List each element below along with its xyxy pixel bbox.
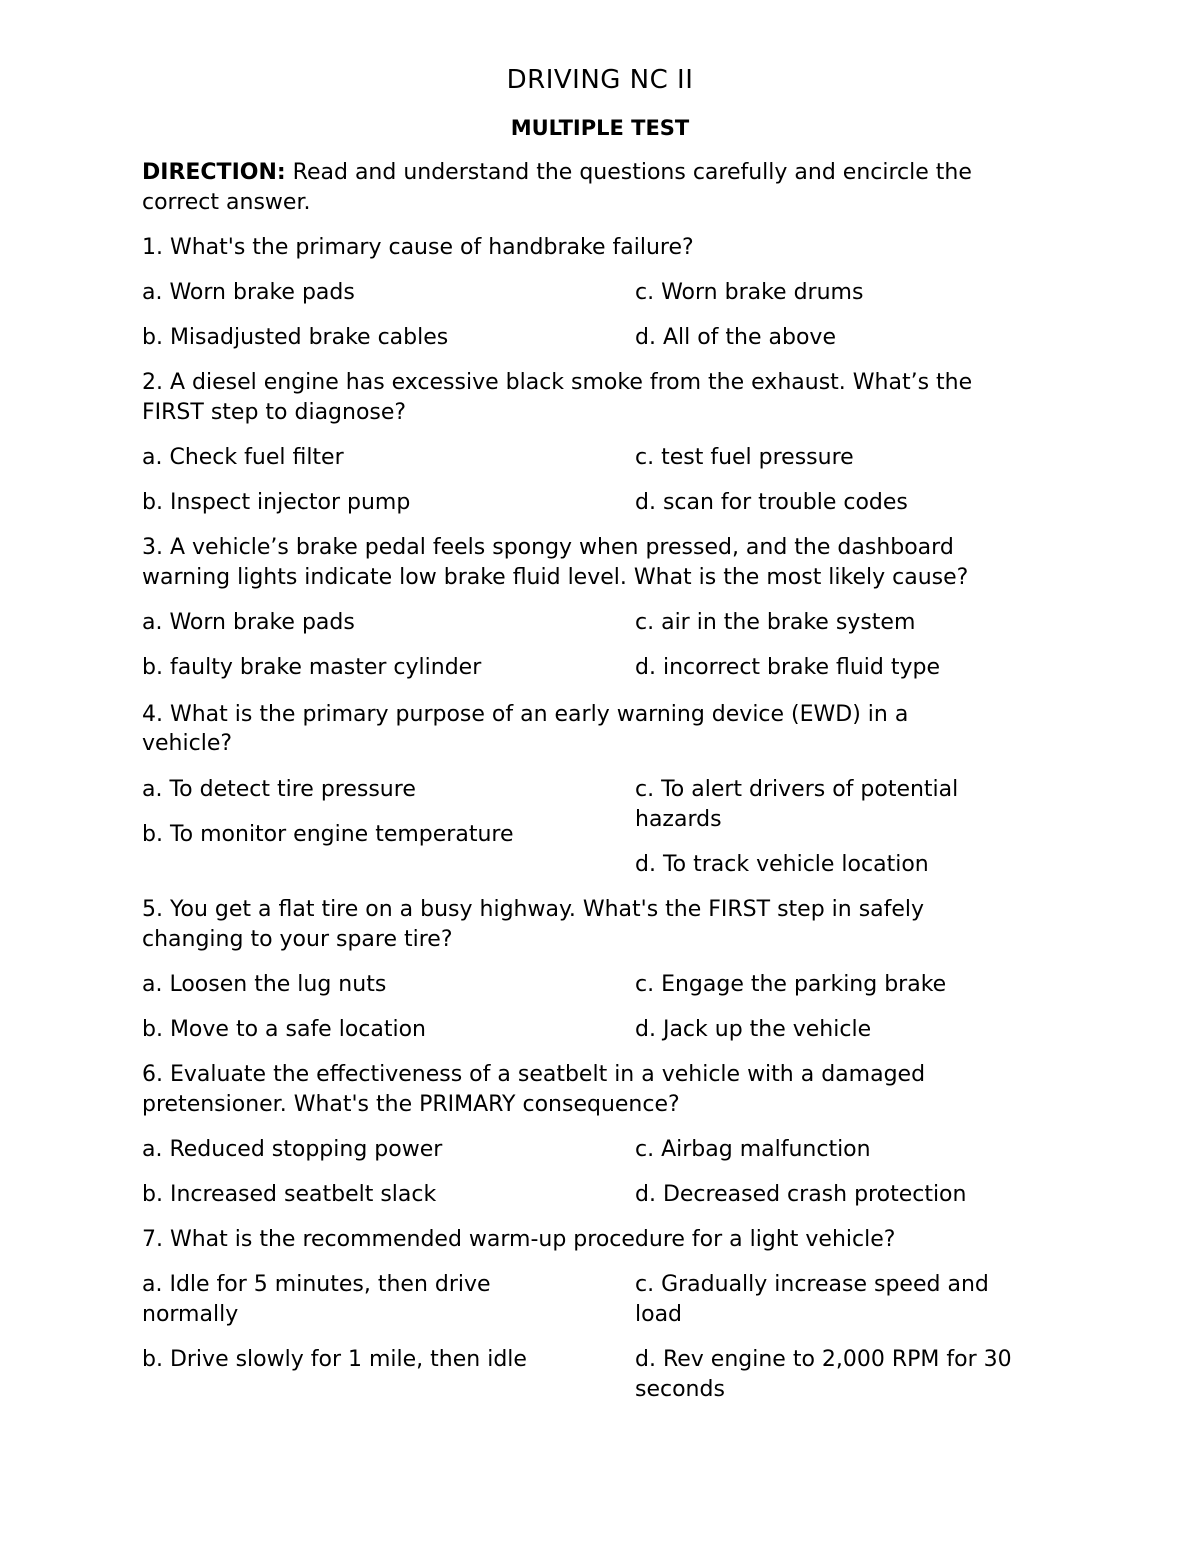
question-2-text-line-2: FIRST step to diagnose?	[142, 400, 407, 425]
question-3-option-c: c. air in the brake system	[635, 610, 916, 635]
direction-line-2: correct answer.	[142, 190, 311, 215]
direction-text: Read and understand the questions carefully and encircle the	[285, 160, 972, 185]
question-2-option-c: c. test fuel pressure	[635, 445, 854, 470]
question-7-text: 7. What is the recommended warm-up procedure for a light vehicle?	[142, 1227, 896, 1252]
question-5-option-d: d. Jack up the vehicle	[635, 1017, 872, 1042]
question-3-option-a: a. Worn brake pads	[142, 610, 355, 635]
question-6-text-line-1: 6. Evaluate the effectiveness of a seatbelt in a vehicle with a damaged	[142, 1062, 926, 1087]
direction-label: DIRECTION:	[142, 160, 286, 185]
question-6-option-c: c. Airbag malfunction	[635, 1137, 871, 1162]
question-4-option-a: a. To detect tire pressure	[142, 777, 416, 802]
page-subtitle: MULTIPLE TEST	[510, 116, 690, 140]
question-1-option-d: d. All of the above	[635, 325, 836, 350]
question-4-text-line-1: 4. What is the primary purpose of an early warning device (EWD) in a	[142, 702, 909, 727]
question-4-text-line-2: vehicle?	[142, 731, 233, 756]
question-1-option-c: c. Worn brake drums	[635, 280, 864, 305]
question-2-option-d: d. scan for trouble codes	[635, 490, 908, 515]
question-4-option-d: d. To track vehicle location	[635, 852, 929, 877]
question-3-option-b: b. faulty brake master cylinder	[142, 655, 482, 680]
question-4-option-c-line-1: c. To alert drivers of potential	[635, 777, 959, 802]
question-7-option-a-line-2: normally	[142, 1302, 239, 1327]
question-3-option-d: d. incorrect brake fluid type	[635, 655, 941, 680]
question-2-text-line-1: 2. A diesel engine has excessive black smoke from the exhaust. What’s the	[142, 370, 973, 395]
question-6-text-line-2: pretensioner. What's the PRIMARY consequence?	[142, 1092, 680, 1117]
question-1-text: 1. What's the primary cause of handbrake failure?	[142, 235, 694, 260]
question-5-option-c: c. Engage the parking brake	[635, 972, 947, 997]
question-1-option-b: b. Misadjusted brake cables	[142, 325, 449, 350]
question-7-option-a-line-1: a. Idle for 5 minutes, then drive	[142, 1272, 491, 1297]
question-6-option-a: a. Reduced stopping power	[142, 1137, 443, 1162]
question-2-option-a: a. Check fuel filter	[142, 445, 344, 470]
question-7-option-d-line-2: seconds	[635, 1377, 725, 1402]
question-3-text-line-1: 3. A vehicle’s brake pedal feels spongy when pressed, and the dashboard	[142, 535, 954, 560]
page-title: DRIVING NC II	[506, 65, 694, 95]
question-5-option-b: b. Move to a safe location	[142, 1017, 427, 1042]
question-6-option-d: d. Decreased crash protection	[635, 1182, 967, 1207]
question-5-text-line-2: changing to your spare tire?	[142, 927, 453, 952]
direction-line-1	[142, 158, 972, 188]
question-4-option-b: b. To monitor engine temperature	[142, 822, 514, 847]
question-5-option-a: a. Loosen the lug nuts	[142, 972, 387, 997]
question-3-text-line-2: warning lights indicate low brake fluid level. What is the most likely cause?	[142, 565, 969, 590]
question-4-option-c-line-2: hazards	[635, 807, 722, 832]
question-5-text-line-1: 5. You get a flat tire on a busy highway. What's the FIRST step in safely	[142, 897, 925, 922]
question-2-option-b: b. Inspect injector pump	[142, 490, 411, 515]
question-6-option-b: b. Increased seatbelt slack	[142, 1182, 437, 1207]
question-7-option-d-line-1: d. Rev engine to 2,000 RPM for 30	[635, 1347, 1012, 1372]
question-7-option-c-line-2: load	[635, 1302, 683, 1327]
question-1-option-a: a. Worn brake pads	[142, 280, 355, 305]
question-7-option-c-line-1: c. Gradually increase speed and	[635, 1272, 989, 1297]
question-7-option-b: b. Drive slowly for 1 mile, then idle	[142, 1347, 527, 1372]
